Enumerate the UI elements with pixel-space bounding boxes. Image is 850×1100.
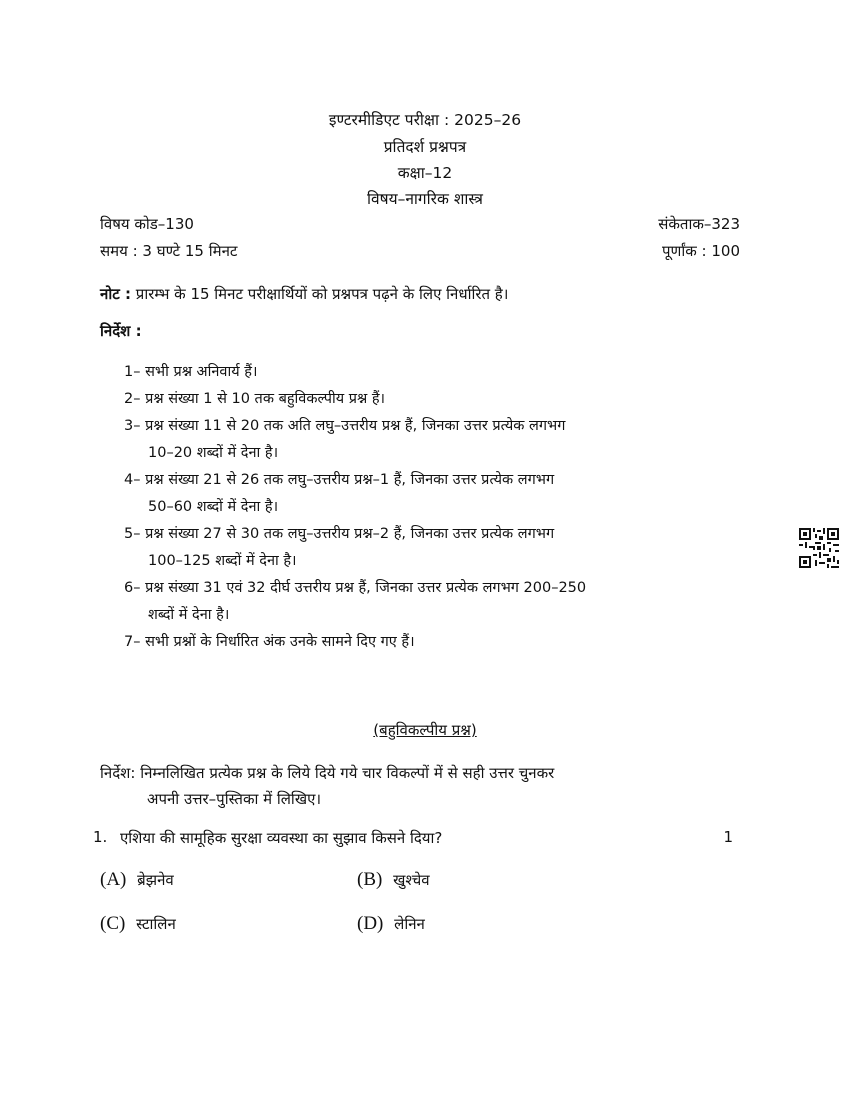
list-item <box>124 629 754 656</box>
option-text: लेनिन <box>394 915 425 933</box>
option-a <box>100 869 174 891</box>
instruction-line: 5– प्रश्न संख्या 27 से 30 तक लघु–उत्तरीय प्रश्न–2 हैं, जिनका उत्तर प्रत्येक लगभग <box>124 526 555 542</box>
instruction-line: 4– प्रश्न संख्या 21 से 26 तक लघु–उत्तरीय प्रश्न–1 हैं, जिनका उत्तर प्रत्येक लगभग <box>124 472 555 488</box>
instruction-line: 3– प्रश्न संख्या 11 से 20 तक अति लघु–उत्तरीय प्रश्न हैं, जिनका उत्तर प्रत्येक लगभग <box>124 418 566 434</box>
section-title <box>0 720 850 740</box>
class-label: कक्षा–12 <box>397 164 453 182</box>
note-label: नोट : <box>100 285 131 303</box>
instructions-title: निर्देश : <box>100 322 142 340</box>
question-1 <box>93 828 733 848</box>
directive-line2: अपनी उत्तर–पुस्तिका में लिखिए। <box>147 790 322 808</box>
time-allowed: समय : 3 घण्टे 15 मिनट <box>100 242 238 260</box>
option-label: (B) <box>357 869 383 890</box>
list-item <box>124 575 754 629</box>
question-number: 1. <box>93 828 108 846</box>
option-c <box>100 913 176 935</box>
option-b <box>357 869 430 891</box>
instructions-list <box>124 359 754 656</box>
mcq-directive <box>100 760 752 812</box>
instruction-continuation: 50–60 शब्दों में देना है। <box>148 499 279 515</box>
instruction-continuation: 100–125 शब्दों में देना है। <box>148 553 297 569</box>
section-title-text: (बहुविकल्पीय प्रश्न) <box>373 721 477 739</box>
meta-row-time <box>100 241 740 261</box>
note <box>100 284 760 304</box>
option-d <box>357 913 425 935</box>
note-text: प्रारम्भ के 15 मिनट परीक्षार्थियों को प्रश्नपत्र पढ़ने के लिए निर्धारित है। <box>135 285 509 303</box>
code-mark: संकेताक–323 <box>658 215 740 233</box>
list-item <box>124 386 754 413</box>
max-marks: पूर्णांक : 100 <box>662 242 740 260</box>
option-label: (D) <box>357 913 384 934</box>
option-text: ब्रेझनेव <box>137 871 174 889</box>
subject-code: विषय कोड–130 <box>100 215 194 233</box>
instruction-line: 2– प्रश्न संख्या 1 से 10 तक बहुविकल्पीय प्रश्न हैं। <box>124 391 386 407</box>
instruction-continuation: शब्दों में देना है। <box>148 607 230 623</box>
directive-line1: निम्नलिखित प्रत्येक प्रश्न के लिये दिये गये चार विकल्पों में से सही उत्तर चुनकर <box>140 764 555 782</box>
list-item <box>124 413 754 467</box>
qr-code-icon <box>799 528 839 568</box>
list-item <box>124 467 754 521</box>
option-text: खुश्चेव <box>393 871 430 889</box>
instruction-line: 1– सभी प्रश्न अनिवार्य हैं। <box>124 364 258 380</box>
option-label: (C) <box>100 913 126 934</box>
subject-label: विषय–नागरिक शास्त्र <box>366 190 483 208</box>
question-text: एशिया की सामूहिक सुरक्षा व्यवस्था का सुझाव किसने दिया? <box>120 829 443 847</box>
question-marks: 1 <box>723 828 733 846</box>
instruction-continuation: 10–20 शब्दों में देना है। <box>148 445 279 461</box>
exam-title: इण्टरमीडिएट परीक्षा : 2025–26 <box>328 111 522 129</box>
list-item <box>124 521 754 575</box>
directive-label: निर्देश: <box>100 764 136 782</box>
list-item <box>124 359 754 386</box>
paper-type: प्रतिदर्श प्रश्नपत्र <box>383 138 467 156</box>
meta-row-code <box>100 214 740 234</box>
option-label: (A) <box>100 869 127 890</box>
option-text: स्टालिन <box>136 915 176 933</box>
instruction-line: 6– प्रश्न संख्या 31 एवं 32 दीर्घ उत्तरीय प्रश्न हैं, जिनका उत्तर प्रत्येक लगभग 200–250 <box>124 580 587 596</box>
instruction-line: 7– सभी प्रश्नों के निर्धारित अंक उनके सामने दिए गए हैं। <box>124 634 415 650</box>
